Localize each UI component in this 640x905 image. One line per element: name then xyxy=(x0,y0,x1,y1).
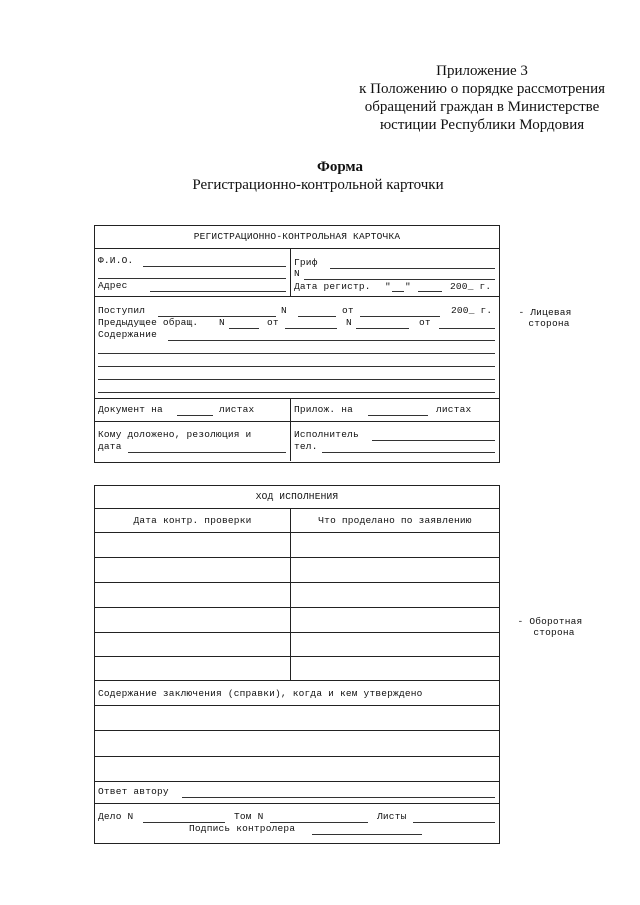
reported-date-label: дата xyxy=(98,441,122,452)
appendix-number: Приложение 3 xyxy=(436,63,528,79)
content-line[interactable] xyxy=(98,353,495,354)
divider xyxy=(290,398,291,461)
divider xyxy=(94,508,499,509)
back-side-label xyxy=(504,616,596,638)
received-label: Поступил xyxy=(98,305,146,316)
front-side-label-1: - Лицевая xyxy=(518,307,572,318)
date-month-field[interactable] xyxy=(418,291,442,292)
front-side-label xyxy=(504,307,586,329)
table-row-line xyxy=(94,607,499,608)
table-row-line xyxy=(94,756,499,757)
phone-label: тел. xyxy=(294,441,318,452)
sheets-field[interactable] xyxy=(413,822,495,823)
prev-n2-label: N xyxy=(346,317,352,328)
date-day-field[interactable] xyxy=(392,291,404,292)
divider xyxy=(94,705,499,706)
divider xyxy=(94,248,499,249)
fio-field-2[interactable] xyxy=(98,278,286,279)
received-year: 200_ г. xyxy=(451,305,493,316)
grif-field[interactable] xyxy=(330,268,495,269)
divider xyxy=(290,248,291,296)
divider xyxy=(94,296,499,297)
table-row-line xyxy=(94,632,499,633)
front-side-label-2: сторона xyxy=(528,318,570,329)
column-header-done: Что проделано по заявлению xyxy=(318,515,472,526)
prev-date-field[interactable] xyxy=(285,328,337,329)
attachment-label: Прилож. на xyxy=(294,404,354,415)
date-quote-close: " xyxy=(405,281,411,292)
table-row-line xyxy=(94,730,499,731)
attachment-sheets: листах xyxy=(436,404,472,415)
prev-ot2-label: от xyxy=(419,317,431,328)
content-line[interactable] xyxy=(98,366,495,367)
grif-n-field[interactable] xyxy=(304,279,495,280)
divider xyxy=(94,532,499,533)
back-card-title: ХОД ИСПОЛНЕНИЯ xyxy=(255,491,339,502)
date-quote-open: " xyxy=(385,281,391,292)
content-field[interactable] xyxy=(168,340,495,341)
appendix-line-3: обращений граждан в Министерстве xyxy=(364,99,600,115)
reported-label: Кому доложено, резолюция и xyxy=(98,429,252,440)
divider xyxy=(94,803,499,804)
divider xyxy=(94,680,499,681)
address-label: Адрес xyxy=(98,280,128,291)
divider xyxy=(94,421,499,422)
case-label: Дело N xyxy=(98,811,134,822)
table-row-line xyxy=(94,557,499,558)
prev-n-field[interactable] xyxy=(229,328,259,329)
received-n-field[interactable] xyxy=(298,316,336,317)
column-header-date: Дата контр. проверки xyxy=(133,515,252,526)
divider xyxy=(94,398,499,399)
received-n-label: N xyxy=(281,305,287,316)
fio-field[interactable] xyxy=(143,266,286,267)
table-row-line xyxy=(94,582,499,583)
form-label: Форма xyxy=(316,159,364,175)
document-sheets: листах xyxy=(219,404,255,415)
executor-field[interactable] xyxy=(372,440,495,441)
appendix-line-2: к Положению о порядке рассмотрения xyxy=(359,81,605,97)
front-card-title: РЕГИСТРАЦИОННО-КОНТРОЛЬНАЯ КАРТОЧКА xyxy=(193,231,401,242)
attachment-field[interactable] xyxy=(368,415,428,416)
prev-n-label: N xyxy=(219,317,225,328)
conclusion-label: Содержание заключения (справки), когда и кем утверждено xyxy=(98,688,423,699)
grif-label: Гриф xyxy=(294,257,318,268)
reported-field[interactable] xyxy=(128,452,286,453)
address-field[interactable] xyxy=(150,291,286,292)
signature-field[interactable] xyxy=(312,834,422,835)
appendix-header xyxy=(359,62,605,134)
prev-label: Предыдущее обращ. xyxy=(98,317,199,328)
document-label: Документ на xyxy=(98,404,163,415)
appendix-line-4: юстиции Республики Мордовия xyxy=(379,117,585,133)
prev-date2-field[interactable] xyxy=(439,328,495,329)
signature-label: Подпись контролера xyxy=(189,823,296,834)
sheets-label: Листы xyxy=(377,811,407,822)
executor-label: Исполнитель xyxy=(294,429,359,440)
fio-label: Ф.И.О. xyxy=(98,255,134,266)
answer-field[interactable] xyxy=(182,797,495,798)
grif-n-label: N xyxy=(294,268,300,279)
prev-ot-label: от xyxy=(267,317,279,328)
phone-field[interactable] xyxy=(322,452,495,453)
form-subtitle: Регистрационно-контрольной карточки xyxy=(192,177,444,193)
document-field[interactable] xyxy=(177,415,213,416)
date-year: 200_ г. xyxy=(450,281,492,292)
divider xyxy=(94,781,499,782)
content-line[interactable] xyxy=(98,392,495,393)
answer-label: Ответ автору xyxy=(98,786,169,797)
received-ot-label: от xyxy=(342,305,354,316)
date-reg-label: Дата регистр. xyxy=(294,281,371,292)
volume-label: Том N xyxy=(234,811,264,822)
content-label: Содержание xyxy=(98,329,158,340)
prev-n2-field[interactable] xyxy=(356,328,409,329)
back-side-label-1: - Оборотная xyxy=(517,616,583,627)
content-line[interactable] xyxy=(98,379,495,380)
table-row-line xyxy=(94,656,499,657)
back-side-label-2: сторона xyxy=(533,627,575,638)
divider xyxy=(290,508,291,680)
